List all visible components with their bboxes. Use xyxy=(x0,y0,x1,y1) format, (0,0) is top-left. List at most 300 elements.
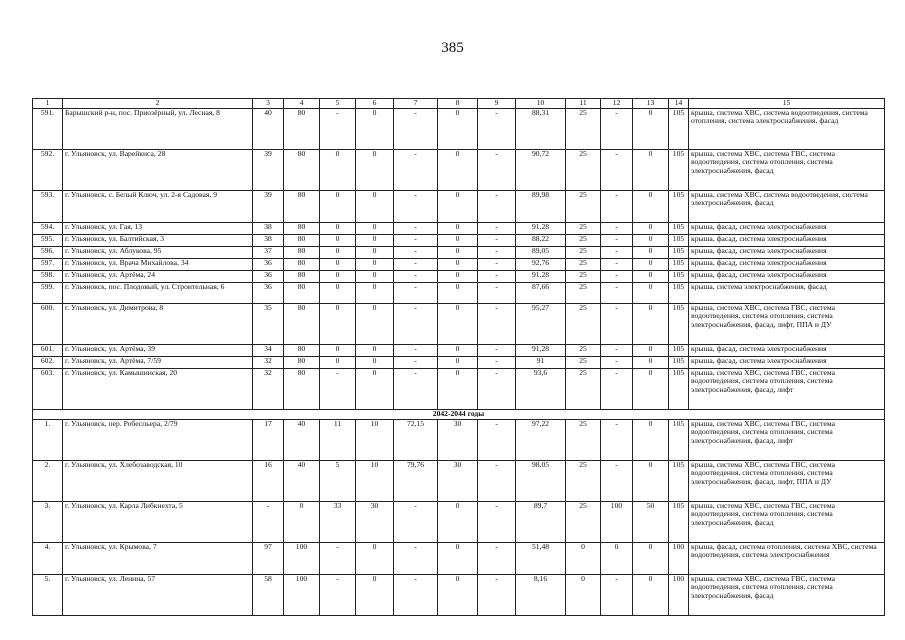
table-cell: 100 xyxy=(669,543,689,575)
table-cell: 35 xyxy=(253,304,284,345)
table-cell: 105 xyxy=(669,369,689,410)
table-row xyxy=(33,223,885,235)
table-cell: 0 xyxy=(320,345,356,357)
table-cell: 93,6 xyxy=(516,369,566,410)
table-cell: - xyxy=(320,575,356,616)
table-cell: 0 xyxy=(438,247,478,259)
table-cell: - xyxy=(478,543,516,575)
table-cell: 0 xyxy=(356,109,394,150)
table-row xyxy=(33,304,885,345)
table-cell: 0 xyxy=(633,304,669,345)
table-cell: - xyxy=(394,357,438,369)
column-number: 12 xyxy=(601,99,633,109)
table-cell: 72,15 xyxy=(394,420,438,461)
table-cell: 88,31 xyxy=(516,109,566,150)
table-cell: 40 xyxy=(284,461,320,502)
table-cell: 0 xyxy=(438,357,478,369)
works-cell: крыша, система ХВС, система ГВС, система водоотведения, система отопления, система электроснабжения, фасад xyxy=(689,150,885,191)
address-cell: г. Ульяновск, ул. Врача Михайлова, 34 xyxy=(63,259,253,271)
table-cell: 80 xyxy=(284,271,320,283)
table-cell: 0 xyxy=(356,345,394,357)
column-number: 3 xyxy=(253,99,284,109)
table-cell: 0 xyxy=(633,345,669,357)
table-cell: - xyxy=(601,461,633,502)
table-cell: 80 xyxy=(284,259,320,271)
table-cell: 0 xyxy=(438,271,478,283)
table-cell: 3. xyxy=(33,502,63,543)
table-cell: 0 xyxy=(633,283,669,304)
table-cell: 0 xyxy=(438,502,478,543)
table-cell: 25 xyxy=(566,502,601,543)
table-cell: - xyxy=(601,191,633,223)
table-cell: 25 xyxy=(566,369,601,410)
table-row xyxy=(33,575,885,616)
table-cell: 0 xyxy=(320,304,356,345)
table-cell: 39 xyxy=(253,150,284,191)
table-cell: 36 xyxy=(253,259,284,271)
table-cell: - xyxy=(394,283,438,304)
table-cell: 595. xyxy=(33,235,63,247)
table-cell: 0 xyxy=(356,575,394,616)
table-cell: 2. xyxy=(33,461,63,502)
table-cell: 0 xyxy=(320,235,356,247)
table-cell: 0 xyxy=(438,575,478,616)
table-cell: - xyxy=(394,369,438,410)
table-cell: 38 xyxy=(253,223,284,235)
table-cell: 0 xyxy=(320,150,356,191)
table-cell: 100 xyxy=(669,575,689,616)
table-cell: 0 xyxy=(438,223,478,235)
table-cell: 92,76 xyxy=(516,259,566,271)
works-cell: крыша, фасад, система электроснабжения xyxy=(689,235,885,247)
table-cell: - xyxy=(394,109,438,150)
table-cell: 91,28 xyxy=(516,345,566,357)
table-cell: 100 xyxy=(601,502,633,543)
works-cell: крыша, система электроснабжения, фасад xyxy=(689,283,885,304)
table-cell: 80 xyxy=(284,304,320,345)
table-cell: 37 xyxy=(253,247,284,259)
works-cell: крыша, система ХВС, система ГВС, система водоотведения, система отопления, система электроснабжения, фасад, лифт xyxy=(689,369,885,410)
table-row xyxy=(33,271,885,283)
table-cell: - xyxy=(601,357,633,369)
table-cell: - xyxy=(478,420,516,461)
table-row xyxy=(33,357,885,369)
table-row xyxy=(33,247,885,259)
table-cell: - xyxy=(478,223,516,235)
works-cell: крыша, система ХВС, система ГВС, система водоотведения, система отопления, система электроснабжения, фасад, лифт, ППА и ДУ xyxy=(689,461,885,502)
address-cell: г. Ульяновск, ул. Варейкиса, 28 xyxy=(63,150,253,191)
table-cell: - xyxy=(478,502,516,543)
table-cell: 0 xyxy=(633,271,669,283)
table-cell: 600. xyxy=(33,304,63,345)
table-cell: 0 xyxy=(438,259,478,271)
address-cell: г. Ульяновск, ул. Аблукова, 95 xyxy=(63,247,253,259)
page-number: 385 xyxy=(441,40,464,56)
table-cell: 32 xyxy=(253,369,284,410)
column-number: 2 xyxy=(63,99,253,109)
section-title: 2042-2044 годы xyxy=(33,410,885,420)
table-cell: 0 xyxy=(633,575,669,616)
table-cell: 98,05 xyxy=(516,461,566,502)
table-cell: - xyxy=(478,109,516,150)
table-cell: - xyxy=(601,369,633,410)
table-cell: 0 xyxy=(356,283,394,304)
table-cell: 25 xyxy=(566,283,601,304)
works-cell: крыша, фасад, система электроснабжения xyxy=(689,357,885,369)
table-cell: 0 xyxy=(633,259,669,271)
table-cell: - xyxy=(601,247,633,259)
table-cell: 10 xyxy=(356,420,394,461)
table-cell: 0 xyxy=(633,223,669,235)
table-cell: - xyxy=(478,575,516,616)
address-cell: г. Ульяновск, ул. Камышинская, 20 xyxy=(63,369,253,410)
address-cell: г. Ульяновск, ул. Крымова, 7 xyxy=(63,543,253,575)
table-cell: 603. xyxy=(33,369,63,410)
table-cell: - xyxy=(601,150,633,191)
table-cell: 40 xyxy=(253,109,284,150)
table-cell: 105 xyxy=(669,223,689,235)
table-cell: 0 xyxy=(356,150,394,191)
table-cell: 0 xyxy=(633,543,669,575)
table-cell: - xyxy=(601,223,633,235)
table-cell: 0 xyxy=(633,109,669,150)
works-cell: крыша, фасад, система электроснабжения xyxy=(689,247,885,259)
table-cell: 599. xyxy=(33,283,63,304)
works-cell: крыша, система ХВС, система ГВС, система водоотведения, система отопления, система электроснабжения, фасад xyxy=(689,575,885,616)
table-cell: 0 xyxy=(320,259,356,271)
table-body xyxy=(33,99,885,616)
column-number: 9 xyxy=(478,99,516,109)
column-number: 15 xyxy=(689,99,885,109)
table-cell: 97 xyxy=(253,543,284,575)
table-cell: 0 xyxy=(438,543,478,575)
table-cell: 0 xyxy=(438,369,478,410)
table-cell: - xyxy=(394,150,438,191)
table-cell: - xyxy=(478,461,516,502)
address-cell: г. Ульяновск, ул. Гая, 13 xyxy=(63,223,253,235)
table-cell: 30 xyxy=(356,502,394,543)
table-cell: 38 xyxy=(253,235,284,247)
table-cell: 58 xyxy=(253,575,284,616)
table-cell: 105 xyxy=(669,304,689,345)
table-cell: 8,16 xyxy=(516,575,566,616)
table-cell: 0 xyxy=(566,575,601,616)
table-cell: 0 xyxy=(633,357,669,369)
table-cell: 0 xyxy=(438,150,478,191)
table-row xyxy=(33,109,885,150)
table-cell: 0 xyxy=(356,304,394,345)
table-cell: 105 xyxy=(669,357,689,369)
table-cell: 0 xyxy=(320,247,356,259)
table-cell: 91 xyxy=(516,357,566,369)
table-cell: 95,27 xyxy=(516,304,566,345)
table-cell: 80 xyxy=(284,235,320,247)
table-cell: - xyxy=(394,543,438,575)
table-cell: 80 xyxy=(284,191,320,223)
table-cell: 100 xyxy=(284,543,320,575)
table-cell: 40 xyxy=(284,420,320,461)
table-row xyxy=(33,369,885,410)
table-cell: 17 xyxy=(253,420,284,461)
table-cell: - xyxy=(601,235,633,247)
table-cell: 97,22 xyxy=(516,420,566,461)
table-cell: 105 xyxy=(669,502,689,543)
table-row xyxy=(33,461,885,502)
works-cell: крыша, система ХВС, система водоотведения, система электроснабжения, фасад xyxy=(689,191,885,223)
table-cell: 32 xyxy=(253,357,284,369)
table-cell: 0 xyxy=(633,369,669,410)
table-cell: - xyxy=(394,345,438,357)
table-cell: 1. xyxy=(33,420,63,461)
table-cell: 0 xyxy=(356,235,394,247)
table-cell: 80 xyxy=(284,109,320,150)
table-cell: 80 xyxy=(284,357,320,369)
column-number: 8 xyxy=(438,99,478,109)
table-cell: 25 xyxy=(566,150,601,191)
table-cell: 0 xyxy=(601,543,633,575)
table-cell: 0 xyxy=(356,543,394,575)
table-cell: 11 xyxy=(320,420,356,461)
table-cell: - xyxy=(320,369,356,410)
table-cell: 34 xyxy=(253,345,284,357)
table-cell: 0 xyxy=(320,271,356,283)
table-cell: 597. xyxy=(33,259,63,271)
header-row xyxy=(33,99,885,109)
table-row xyxy=(33,259,885,271)
table-cell: 80 xyxy=(284,223,320,235)
table-cell: - xyxy=(478,247,516,259)
table-cell: - xyxy=(478,357,516,369)
table-cell: 105 xyxy=(669,191,689,223)
table-cell: 33 xyxy=(320,502,356,543)
table-cell: 592. xyxy=(33,150,63,191)
table-cell: 0 xyxy=(356,369,394,410)
column-number: 4 xyxy=(284,99,320,109)
table-row xyxy=(33,150,885,191)
table-cell: - xyxy=(478,369,516,410)
table-cell: 594. xyxy=(33,223,63,235)
table-cell: 105 xyxy=(669,109,689,150)
table-cell: 36 xyxy=(253,283,284,304)
table-cell: - xyxy=(394,191,438,223)
table-cell: 105 xyxy=(669,235,689,247)
table-cell: - xyxy=(601,575,633,616)
table-cell: 0 xyxy=(633,191,669,223)
address-cell: Барышский р-н, пос. Приозёрный, ул. Лесная, 8 xyxy=(63,109,253,150)
table-cell: 5 xyxy=(320,461,356,502)
table-cell: - xyxy=(320,109,356,150)
table-cell: - xyxy=(601,420,633,461)
table-cell: - xyxy=(601,109,633,150)
column-number: 6 xyxy=(356,99,394,109)
table-cell: 25 xyxy=(566,109,601,150)
table-cell: 25 xyxy=(566,271,601,283)
table-cell: 602. xyxy=(33,357,63,369)
table-row xyxy=(33,502,885,543)
address-cell: г. Ульяновск, с. Белый Ключ, ул. 2-я Садовая, 9 xyxy=(63,191,253,223)
table-cell: 598. xyxy=(33,271,63,283)
table-cell: 0 xyxy=(633,150,669,191)
works-cell: крыша, фасад, система электроснабжения xyxy=(689,223,885,235)
table-row xyxy=(33,345,885,357)
table-cell: 25 xyxy=(566,223,601,235)
table-cell: 0 xyxy=(356,223,394,235)
table-cell: 593. xyxy=(33,191,63,223)
table-cell: 0 xyxy=(633,420,669,461)
table-cell: 0 xyxy=(438,235,478,247)
table-row xyxy=(33,543,885,575)
table-cell: - xyxy=(478,259,516,271)
address-cell: г. Ульяновск, ул. Балтийская, 3 xyxy=(63,235,253,247)
table-cell: 105 xyxy=(669,420,689,461)
table-cell: 0 xyxy=(356,271,394,283)
table-cell: 91,28 xyxy=(516,271,566,283)
address-cell: г. Ульяновск, ул. Ленина, 57 xyxy=(63,575,253,616)
table-cell: 25 xyxy=(566,259,601,271)
works-cell: крыша, система ХВС, система ГВС, система водоотведения, система отопления, система электроснабжения, фасад, лифт xyxy=(689,420,885,461)
repair-schedule-table xyxy=(32,98,885,616)
table-cell: - xyxy=(394,502,438,543)
table-cell: - xyxy=(394,575,438,616)
table-cell: 39 xyxy=(253,191,284,223)
table-cell: 80 xyxy=(284,150,320,191)
table-cell: - xyxy=(394,271,438,283)
works-cell: крыша, фасад, система отопления, система ХВС, система водоотведения, система электроснабжения xyxy=(689,543,885,575)
address-cell: г. Ульяновск, ул. Димитрова, 8 xyxy=(63,304,253,345)
table-cell: 0 xyxy=(320,283,356,304)
table-cell: 0 xyxy=(633,461,669,502)
table-cell: 0 xyxy=(633,247,669,259)
table-cell: 105 xyxy=(669,247,689,259)
table-cell: 105 xyxy=(669,461,689,502)
table-cell: - xyxy=(394,247,438,259)
table-cell: 105 xyxy=(669,150,689,191)
table-cell: - xyxy=(601,259,633,271)
table-cell: - xyxy=(478,191,516,223)
table-cell: 80 xyxy=(284,345,320,357)
table-cell: 0 xyxy=(438,345,478,357)
table-cell: 25 xyxy=(566,461,601,502)
table-cell: 5. xyxy=(33,575,63,616)
table-row xyxy=(33,191,885,223)
table-cell: 89,05 xyxy=(516,247,566,259)
table-cell: 0 xyxy=(320,223,356,235)
table-cell: 89,7 xyxy=(516,502,566,543)
table-cell: 0 xyxy=(356,259,394,271)
works-cell: крыша, фасад, система электроснабжения xyxy=(689,345,885,357)
table-cell: 10 xyxy=(356,461,394,502)
address-cell: г. Ульяновск, ул. Карла Либкнехта, 5 xyxy=(63,502,253,543)
table-cell: - xyxy=(478,345,516,357)
table-cell: - xyxy=(478,283,516,304)
table-cell: 50 xyxy=(633,502,669,543)
table-cell: 25 xyxy=(566,247,601,259)
table-cell: - xyxy=(253,502,284,543)
table-cell: 596. xyxy=(33,247,63,259)
column-number: 1 xyxy=(33,99,63,109)
table-cell: 80 xyxy=(284,369,320,410)
table-cell: 89,98 xyxy=(516,191,566,223)
table-cell: 105 xyxy=(669,345,689,357)
table-cell: 88,22 xyxy=(516,235,566,247)
table-cell: 0 xyxy=(438,191,478,223)
table-cell: 25 xyxy=(566,357,601,369)
works-cell: крыша, система ХВС, система водоотведения, система отопления, система электроснабжения, фасад xyxy=(689,109,885,150)
works-cell: крыша, система ХВС, система ГВС, система водоотведения, система отопления, система электроснабжения, фасад xyxy=(689,502,885,543)
table-cell: 87,66 xyxy=(516,283,566,304)
address-cell: г. Ульяновск, ул. Артёма, 24 xyxy=(63,271,253,283)
works-cell: крыша, фасад, система электроснабжения xyxy=(689,271,885,283)
table-cell: 25 xyxy=(566,191,601,223)
table-cell: 51,48 xyxy=(516,543,566,575)
column-number: 10 xyxy=(516,99,566,109)
table-cell: 0 xyxy=(284,502,320,543)
table-cell: 0 xyxy=(438,304,478,345)
table-cell: 30 xyxy=(438,420,478,461)
table-cell: - xyxy=(478,235,516,247)
table-cell: - xyxy=(601,345,633,357)
table-cell: 591. xyxy=(33,109,63,150)
table-cell: - xyxy=(394,223,438,235)
table-cell: - xyxy=(478,304,516,345)
table-cell: 105 xyxy=(669,271,689,283)
table-cell: 4. xyxy=(33,543,63,575)
column-number: 11 xyxy=(566,99,601,109)
table-cell: - xyxy=(394,259,438,271)
table-cell: 105 xyxy=(669,259,689,271)
section-row xyxy=(33,410,885,420)
table-cell: 16 xyxy=(253,461,284,502)
table-cell: 0 xyxy=(438,109,478,150)
address-cell: г. Ульяновск, ул. Артёма, 7/59 xyxy=(63,357,253,369)
table-cell: 0 xyxy=(356,357,394,369)
table-cell: 0 xyxy=(320,191,356,223)
table-cell: 0 xyxy=(320,357,356,369)
table-cell: 90,72 xyxy=(516,150,566,191)
address-cell: г. Ульяновск, ул. Артёма, 39 xyxy=(63,345,253,357)
table-cell: 0 xyxy=(633,235,669,247)
table-cell: 105 xyxy=(669,283,689,304)
table-cell: - xyxy=(601,304,633,345)
works-cell: крыша, система ХВС, система ГВС, система водоотведения, система отопления, система электроснабжения, фасад, лифт, ППА и ДУ xyxy=(689,304,885,345)
table-cell: 25 xyxy=(566,420,601,461)
table-row xyxy=(33,420,885,461)
table-cell: 25 xyxy=(566,304,601,345)
table-cell: 0 xyxy=(566,543,601,575)
table-cell: 25 xyxy=(566,235,601,247)
table-cell: 0 xyxy=(356,191,394,223)
table-cell: 30 xyxy=(438,461,478,502)
table-cell: - xyxy=(320,543,356,575)
address-cell: г. Ульяновск, ул. Хлебозаводская, 10 xyxy=(63,461,253,502)
works-cell: крыша, фасад, система электроснабжения xyxy=(689,259,885,271)
table-cell: 601. xyxy=(33,345,63,357)
table-cell: 25 xyxy=(566,345,601,357)
table-cell: 100 xyxy=(284,575,320,616)
table-cell: - xyxy=(394,235,438,247)
address-cell: г. Ульяновск, пос. Плодовый, ул. Строительная, 6 xyxy=(63,283,253,304)
table-row xyxy=(33,283,885,304)
table-cell: 79,76 xyxy=(394,461,438,502)
column-number: 7 xyxy=(394,99,438,109)
column-number: 14 xyxy=(669,99,689,109)
table-cell: - xyxy=(394,304,438,345)
address-cell: г. Ульяновск, пер. Робеспьера, 2/79 xyxy=(63,420,253,461)
table-cell: 36 xyxy=(253,271,284,283)
table-cell: - xyxy=(601,271,633,283)
column-number: 13 xyxy=(633,99,669,109)
table-row xyxy=(33,235,885,247)
